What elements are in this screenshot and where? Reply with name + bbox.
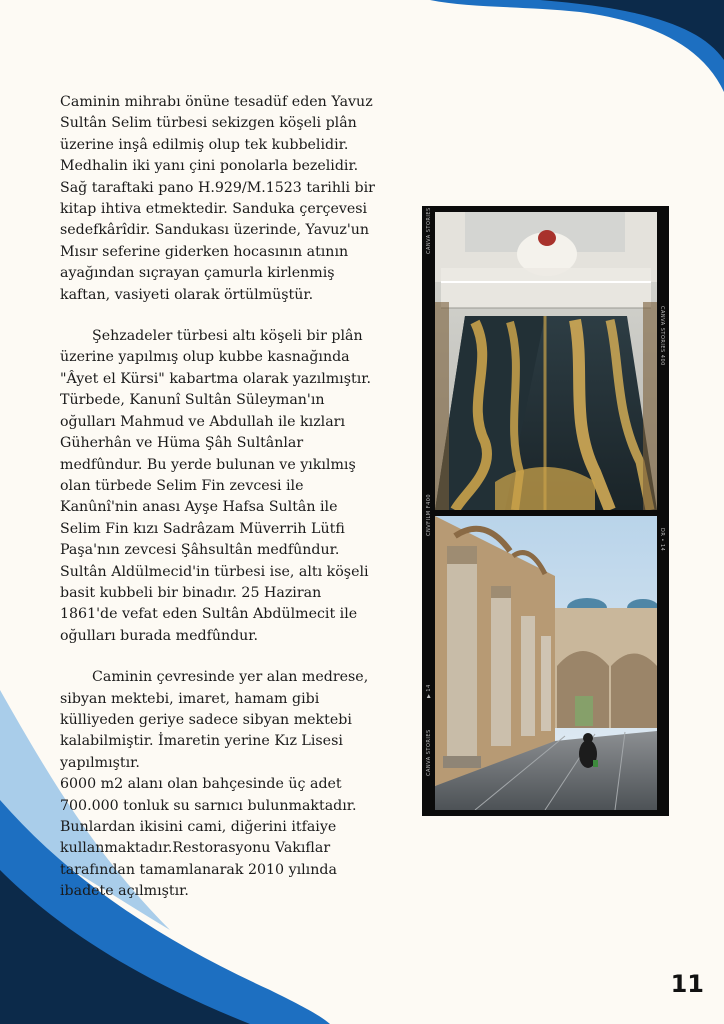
film-label-bottom-num: ▶ 14 [426,684,432,698]
page-number: 11 [670,970,704,998]
sarcophagus-photo [435,212,657,510]
film-label-mid-left: CNVFILM F400 [426,493,432,536]
paragraph-yavuz-turbe: Caminin mihrabı önüne tesadüf eden Yavuz Sultân Selim türbesi sekizgen köşeli plân üzerine inşâ edilmiş olup tek kubbelidir. Medhalin iki yanı çini ponolarla bezelidir. Sağ taraftaki pano H.929/M.1523 tarihli bir kitap ihtiva etmektedir. Sanduka çerçevesi sedefkârîdir. Sandukası üzerinde, Yavuz'un Mısır seferine giderken hocasının atının ayağından sıçrayan çamurla kirlenmiş kaftan, vasiyeti olarak örtülmüştür. [60,94,375,303]
film-label-mid-right: DR • 14 [659,528,665,552]
courtyard-photo [435,516,657,810]
film-label-top-right: CANVA STORIES 400 [659,306,665,366]
film-label-bottom-left: CANVA STORIES [426,729,432,776]
body-text [60,92,378,923]
paragraph-sehzadeler-turbe: Şehzadeler türbesi altı köşeli bir plân üzerine yapılmış olup kubbe kasnağında "Âyet el Kürsi" kabartma olarak yazılmıştır. Türbede, Kanunî Sultân Süleyman'ın oğulları Mahmud ve Abdullah ile kızları Güherhân ve Hüma Şâh Sultânlar medfûndur. Bu yerde bulunan ve yıkılmış olan türbede Selim Fin zevcesi ile Kanûnî'nin anası Ayşe Hafsa Sultân ile Selim Fin kızı Sadrâzam Müverrih Lütfi Paşa'nın zevcesi Şâhsultân medfûndur. Sultân Aldülmecid'in türbesi ise, altı köşeli basit kubbeli bir binadır. 25 Haziran 1861'de vefat eden Sultân Abdülmecit ile oğulları burada medfûndur. [60,328,371,644]
film-strip-frame [422,206,669,816]
paragraph-sarnic: 6000 m2 alanı olan bahçesinde üç adet 700.000 tonluk su sarnıcı bulunmaktadır. Bunlardan ikisini cami, diğerini itfaiye kullanmaktadır.Restorasyonu Vakıflar tarafından tamamlanarak 2010 yılında ibadete açılmıştır. [60,776,357,900]
paragraph-kulliye: Caminin çevresinde yer alan medrese, sibyan mektebi, imaret, hamam gibi külliyeden geriye sadece sibyan mektebi kalabilmiştir. İmaretin yerine Kız Lisesi yapılmıştır. [60,669,369,771]
film-label-top-left: CANVA STORIES [426,207,432,254]
